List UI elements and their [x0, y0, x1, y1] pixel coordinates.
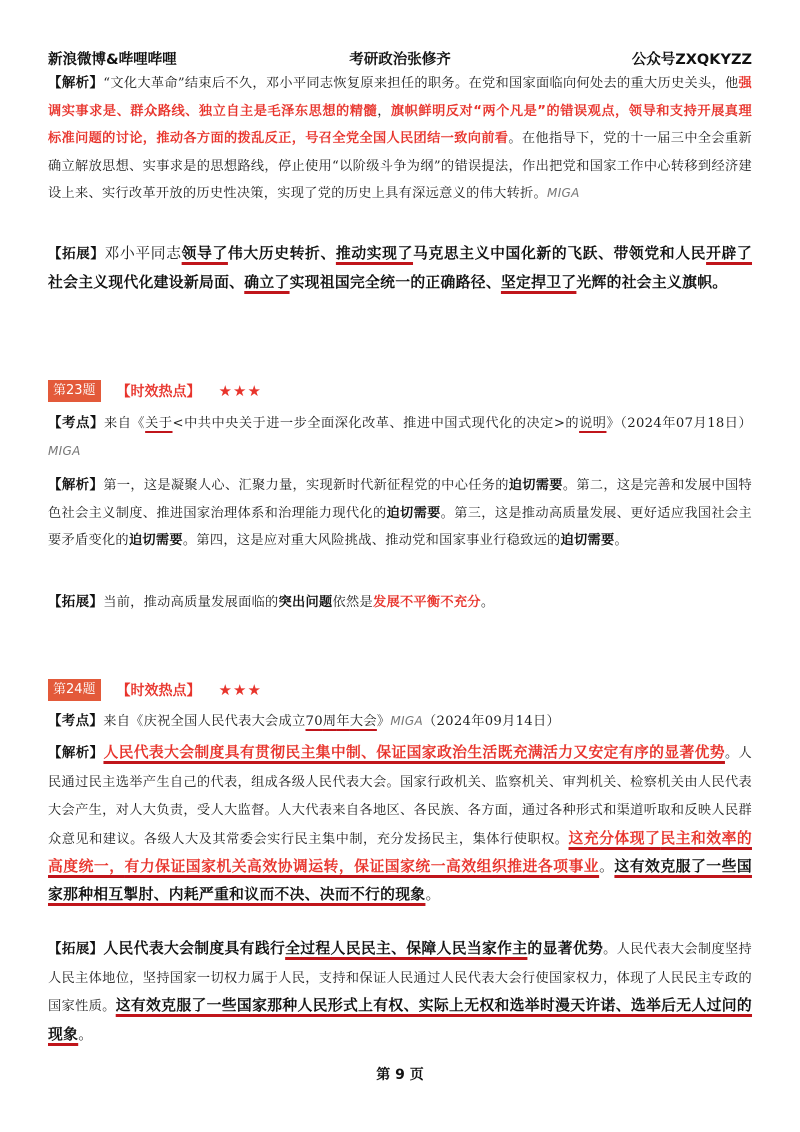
q23-analysis-paragraph: 【解析】第一，这是凝聚人心、汇聚力量，实现新时代新征程党的中心任务的迫切需要。第二，这是完善和发展中国特色社会主义制度、推进国家治理体系和治理能力现代化的迫切需要。第三，这是推动高质量发展、更好适应我国社会主要矛盾变化的迫切需要。第四，这是应对重大风险挑战、推动党和国家事业行稳致远的迫切需要。: [48, 477, 753, 548]
q23-analysis-block: [48, 472, 752, 555]
q24-extend-block: [48, 935, 752, 1048]
analysis-block-1: [48, 70, 752, 208]
star-rating: ★★★: [218, 681, 262, 699]
q23-point-paragraph: 【考点】来自《关于<中共中央关于进一步全面深化改革、推进中国式现代化的决定>的说明》（2024年07月18日）MIGA: [48, 415, 752, 458]
q24-point-paragraph: 【考点】来自《庆祝全国人民代表大会成立70周年大会》MIGA（2024年09月14日）: [48, 713, 560, 729]
watermark-text: MIGA: [547, 186, 580, 200]
question-number-badge: 第24题: [48, 679, 101, 701]
page-number: 第 9 页: [376, 1067, 424, 1083]
question-number-badge: 第23题: [48, 380, 101, 402]
hot-topic-tag: 【时效热点】: [116, 384, 201, 400]
q24-analysis-paragraph: 【解析】人民代表大会制度具有贯彻民主集中制、保证国家政治生活既充满活力又安定有序的显著优势。人民通过民主选举产生自己的代表，组成各级人民代表大会。国家行政机关、监察机关、审判机关、检察机关由人民代表大会产生，对人大负责，受人大监督。人大代表来自各地区、各民族、各方面，通过各种形式和渠道听取和反映人民群众意见和建议。各级人大及其常委会实行民主集中制，充分发扬民主，集体行使职权。这充分体现了民主和效率的高度统一，有力保证国家机关高效协调运转，保证国家统一高效组织推进各项事业。这有效克服了一些国家那种相互掣肘、内耗严重和议而不决、决而不行的现象。: [48, 744, 752, 903]
extend-tag: 【拓展】: [48, 246, 105, 262]
analysis-tag: 【解析】: [48, 75, 104, 91]
extend-paragraph-1: 【拓展】邓小平同志领导了伟大历史转折、推动实现了马克思主义中国化新的飞跃、带领党和人民开辟了社会主义现代化建设新局面、确立了实现祖国完全统一的正确路径、坚定捍卫了光辉的社会主义旗帜。: [48, 245, 753, 291]
question-23-header: [48, 380, 262, 402]
q23-extend-paragraph: 【拓展】当前，推动高质量发展面临的突出问题依然是发展不平衡不充分。: [48, 594, 495, 610]
header-left: 新浪微博&哔哩哔哩: [48, 52, 177, 68]
q24-point-block: [48, 708, 752, 736]
hot-topic-tag: 【时效热点】: [116, 683, 201, 699]
extend-block-1: [48, 240, 752, 296]
page-header: [48, 48, 752, 72]
q23-extend-block: [48, 589, 752, 617]
q23-point-block: [48, 410, 752, 465]
header-center: 考研政治张修齐: [349, 52, 451, 68]
analysis-paragraph-1: 【解析】“文化大革命”结束后不久，邓小平同志恢复原来担任的职务。在党和国家面临向何处去的重大历史关头，他强调实事求是、群众路线、独立自主是毛泽东思想的精髓，旗帜鲜明反对“两个凡是”的错误观点，领导和支持开展真理标准问题的讨论，推动各方面的拨乱反正，号召全党全国人民团结一致向前看。在他指导下，党的十一届三中全会重新确立解放思想、实事求是的思想路线，停止使用“以阶级斗争为纲”的错误提法，作出把党和国家工作中心转移到经济建设上来、实行改革开放的历史性决策，实现了党的历史上具有深远意义的伟大转折。MIGA: [48, 75, 752, 201]
q24-extend-paragraph: 【拓展】人民代表大会制度具有践行全过程人民民主、保障人民当家作主的显著优势。人民代表大会制度坚持人民主体地位，坚持国家一切权力属于人民，支持和保证人民通过人民代表大会行使国家权力，体现了人民民主专政的国家性质。这有效克服了一些国家那种人民形式上有权、实际上无权和选举时漫天许诺、选举后无人过问的现象。: [48, 940, 753, 1043]
star-rating: ★★★: [218, 382, 262, 400]
header-right: 公众号ZXQKYZZ: [631, 52, 752, 68]
question-24-header: [48, 679, 262, 701]
q24-analysis-block: [48, 739, 752, 908]
